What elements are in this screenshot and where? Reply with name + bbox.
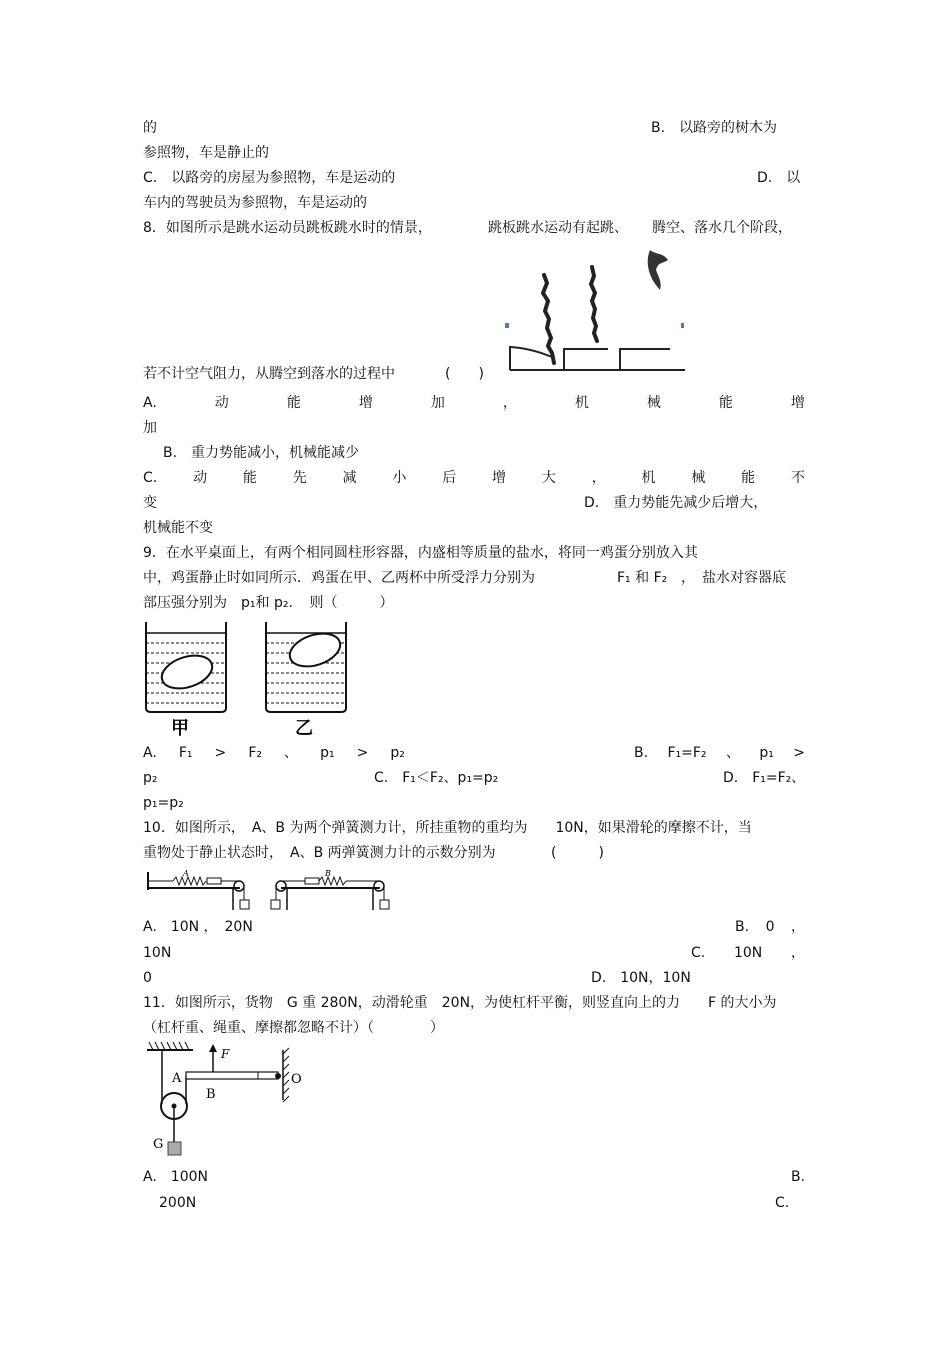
q9-option-a xyxy=(143,744,405,762)
q9-stem-line2c: ， 盐水对容器底 xyxy=(681,570,786,586)
q8-c-3: 先 xyxy=(292,470,307,486)
point-b-label: B xyxy=(206,1087,216,1102)
q7-line2: 参照物，车是静止的 xyxy=(143,145,269,161)
q9-a-5: p₁ xyxy=(320,745,335,761)
q8-c-2: 能 xyxy=(242,470,257,486)
q7-option-c: C. 以路旁的房屋为参照物，车是运动的 xyxy=(143,170,396,186)
q8-option-d: D. 重力势能先减少后增大， xyxy=(584,495,768,511)
q10-b-1: 0 xyxy=(765,919,775,935)
q9-stem-line3: 部压强分别为 p₁和 p₂． 则（ ） xyxy=(143,595,394,611)
q10-c-1: 10N xyxy=(733,945,763,961)
q9-option-b xyxy=(634,744,805,762)
q7-line1: 的 xyxy=(143,120,157,136)
q11-option-b: B. xyxy=(791,1169,806,1185)
q8-stem-part3: 腾空、落水几个阶段， xyxy=(652,220,792,236)
q11-stem-line2: （杠杆重、绳重、摩擦都忽略不计）（ ） xyxy=(143,1020,444,1036)
beaker-label-jia: 甲 xyxy=(171,718,189,739)
q8-a-7: 械 xyxy=(646,395,661,411)
q8-a-8: 能 xyxy=(718,395,733,411)
q10-option-a: A. 10N ， 20N xyxy=(143,919,253,935)
q8-a-1: 动 xyxy=(214,395,229,411)
q10-option-c xyxy=(691,944,805,962)
q9-a-6: > xyxy=(356,745,369,761)
q11-stem-line1: 11．如图所示，货物 G 重 280N，动滑轮重 20N，为使杠杆平衡，则竖直向上的力 F 的大小为 xyxy=(143,995,777,1011)
q8-option-b: B. 重力势能减小，机械能减少 xyxy=(163,445,360,461)
q8-option-c-cont: 变 xyxy=(143,495,157,511)
q9-b-2: 、 xyxy=(725,745,740,761)
q8-a-4: 加 xyxy=(430,395,445,411)
q8-c-4: 减 xyxy=(342,470,357,486)
q8-c-0: C. xyxy=(143,470,158,486)
q7-option-d: D. 以 xyxy=(757,170,801,186)
point-o-label: O xyxy=(291,1072,302,1087)
q10-option-d: D. 10N，10N xyxy=(591,970,691,986)
q11-option-c: C. xyxy=(775,1195,790,1211)
q8-stem-line2: 若不计空气阻力，从腾空到落水的过程中 xyxy=(143,366,395,382)
q8-option-c xyxy=(143,469,805,487)
force-f-label: F xyxy=(221,1047,230,1061)
q10-b-2: ， xyxy=(790,919,805,935)
q9-stem-line2a: 中，鸡蛋静止时如同所示．鸡蛋在甲、乙两杯中所受浮力分别为 xyxy=(143,570,535,586)
q9-b-4: > xyxy=(793,745,805,761)
q9-a-2: > xyxy=(214,745,227,761)
q8-answer-paren: ( ) xyxy=(445,366,484,382)
beaker-label-yi: 乙 xyxy=(295,718,313,739)
q10-stem-line1: 10．如图所示， A、B 为两个弹簧测力计，所挂重物的重均为 10N，如果滑轮的摩擦不计，当 xyxy=(143,820,752,836)
q7-line4: 车内的驾驶员为参照物，车是运动的 xyxy=(143,195,367,211)
weight-g-label: G xyxy=(153,1137,164,1152)
q8-c-8: 大 xyxy=(541,470,556,486)
lever-pulley-figure xyxy=(145,1042,315,1162)
q10-answer-paren: ( ) xyxy=(551,845,604,861)
q8-c-5: 小 xyxy=(392,470,407,486)
q8-a-3: 增 xyxy=(358,395,373,411)
q9-a-4: 、 xyxy=(284,745,299,761)
q8-c-7: 增 xyxy=(492,470,507,486)
q9-option-c: C. F₁＜F₂、p₁=p₂ xyxy=(374,770,499,786)
q8-c-13: 不 xyxy=(791,470,805,486)
q10-c-0: C. xyxy=(691,945,706,961)
q9-a-1: F₁ xyxy=(178,745,193,761)
spring-scales-figure xyxy=(145,866,395,916)
q8-option-a-cont: 加 xyxy=(143,420,157,436)
q9-a-3: F₂ xyxy=(248,745,262,761)
q8-stem-part1: 8．如图所示是跳水运动员跳板跳水时的情景， xyxy=(143,220,432,236)
q8-stem-part2: 跳板跳水运动有起跳、 xyxy=(488,220,628,236)
q9-b-3: p₁ xyxy=(759,745,774,761)
q11-option-b-cont: 200N xyxy=(159,1195,197,1211)
scale-a-label: A xyxy=(183,869,189,878)
diving-figure xyxy=(500,245,690,375)
q8-option-a xyxy=(143,394,805,412)
q10-b-0: B. xyxy=(735,919,750,935)
q8-a-2: 能 xyxy=(286,395,301,411)
q9-a-0: A. xyxy=(143,745,157,761)
q9-option-d: D. F₁=F₂、 xyxy=(723,770,806,786)
scale-b-label: B xyxy=(325,869,331,878)
q8-c-10: 机 xyxy=(641,470,656,486)
q7-option-b: B. 以路旁的树木为 xyxy=(651,120,778,136)
q10-option-b-cont: 10N xyxy=(143,945,172,961)
q10-option-c-cont: 0 xyxy=(143,970,152,986)
q9-stem-line1: 9．在水平桌面上，有两个相同圆柱形容器，内盛相等质量的盐水，将同一鸡蛋分别放入其 xyxy=(143,545,698,561)
q9-stem-line2b: F₁ 和 F₂ xyxy=(617,570,668,586)
point-a-label: A xyxy=(172,1071,182,1086)
q8-c-1: 动 xyxy=(193,470,208,486)
q9-option-b-cont: p₂ xyxy=(143,770,158,786)
q9-b-0: B. xyxy=(634,745,649,761)
q9-b-1: F₁=F₂ xyxy=(667,745,707,761)
q8-a-0: A. xyxy=(143,395,157,411)
q8-c-9: ， xyxy=(591,470,606,486)
q8-a-6: 机 xyxy=(574,395,589,411)
q8-c-6: 后 xyxy=(442,470,457,486)
q8-c-12: 能 xyxy=(741,470,756,486)
q10-c-2: ， xyxy=(791,945,805,961)
q10-stem-line2a: 重物处于静止状态时， A、B 两弹簧测力计的示数分别为 xyxy=(143,845,496,861)
q8-c-11: 械 xyxy=(691,470,706,486)
q9-a-7: p₂ xyxy=(390,745,405,761)
q9-option-d-cont: p₁=p₂ xyxy=(143,795,184,811)
q8-option-d-cont: 机械能不变 xyxy=(143,520,213,536)
q8-a-9: 增 xyxy=(790,395,805,411)
q10-option-b xyxy=(735,918,805,936)
egg-beakers-figure xyxy=(143,620,353,738)
q11-option-a: A. 100N xyxy=(143,1169,208,1185)
q8-a-5: ， xyxy=(502,395,517,411)
